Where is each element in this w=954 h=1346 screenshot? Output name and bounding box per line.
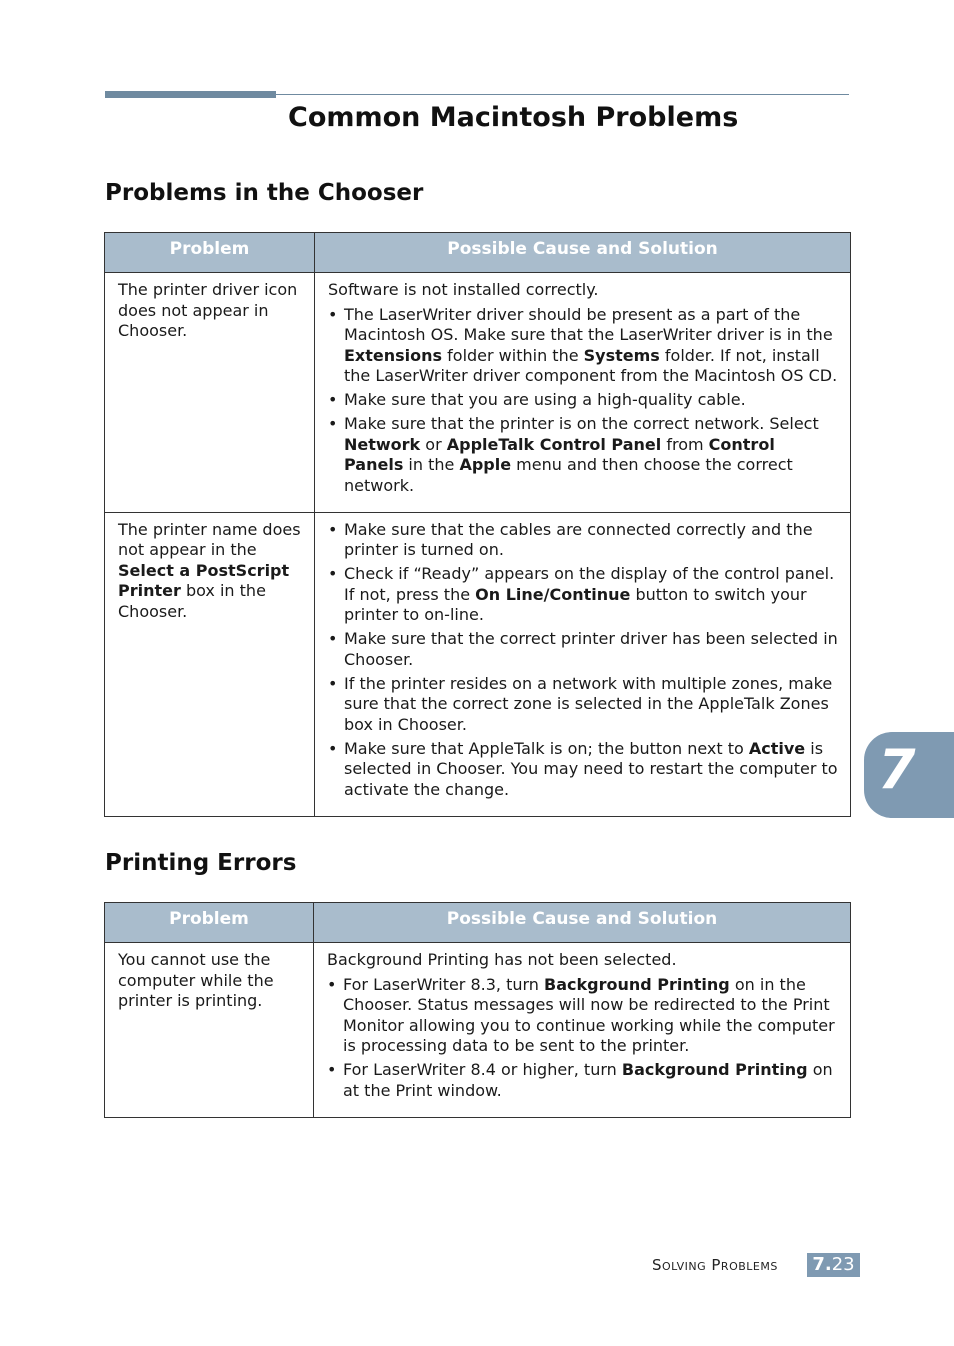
table-row xyxy=(105,943,851,1118)
text-run: The LaserWriter driver should be present as a part of the Macintosh OS. Make sure that the LaserWriter driver is in the xyxy=(344,304,833,344)
solution-cell xyxy=(314,943,851,1118)
text-run: Make sure that you are using a high-quality cable. xyxy=(344,390,746,409)
text-run: You cannot use the computer while the printer is printing. xyxy=(118,950,274,1010)
text-run: Make sure that the cables are connected correctly and the printer is turned on. xyxy=(344,519,813,559)
text-run: is selected in Chooser. You may need to restart the computer to activate the change. xyxy=(344,738,838,799)
page-number-box xyxy=(807,1253,860,1277)
bold-term: Control Panels xyxy=(344,434,775,474)
solution-item xyxy=(328,564,838,626)
bold-term: Select a PostScript Printer xyxy=(118,560,290,600)
text-run: Check if “Ready” appears on the display of the control panel. If not, press the xyxy=(344,564,835,604)
column-header-solution: Possible Cause and Solution xyxy=(314,903,851,943)
bold-term: AppleTalk Control Panel xyxy=(446,434,662,454)
section-heading-printing-errors: Printing Errors xyxy=(105,850,297,876)
cause-text: Background Printing has not been selected. xyxy=(327,950,677,969)
text-run: Make sure that AppleTalk is on; the button next to xyxy=(344,738,749,758)
page-chapter: 7. xyxy=(812,1254,832,1275)
text-run: in the xyxy=(403,455,460,474)
text-run: on at the Print window. xyxy=(343,1060,833,1100)
problem-cell xyxy=(105,943,314,1118)
problem-cell xyxy=(105,273,315,513)
text-run: menu and then choose the correct network. xyxy=(344,455,793,495)
section-heading-chooser: Problems in the Chooser xyxy=(105,180,424,206)
solution-item xyxy=(327,1060,838,1101)
table-header-row xyxy=(105,233,851,273)
bold-term: Extensions xyxy=(344,345,443,365)
solution-item xyxy=(328,520,838,561)
column-header-problem: Problem xyxy=(105,233,315,273)
chapter-number: 7 xyxy=(878,738,916,801)
column-header-problem: Problem xyxy=(105,903,314,943)
text-run: from xyxy=(661,434,709,454)
table-row xyxy=(105,512,851,816)
text-run: For LaserWriter 8.3, turn xyxy=(343,974,545,994)
solution-item xyxy=(328,739,838,801)
solution-item xyxy=(328,674,838,736)
text-run: box in the Chooser. xyxy=(118,581,266,621)
printing-errors-table xyxy=(104,902,851,1118)
text-run: For LaserWriter 8.4 or higher, turn xyxy=(343,1060,622,1079)
text-run: If the printer resides on a network with multiple zones, make sure that the correct zone is selected in the AppleTalk Zones box in Chooser. xyxy=(344,673,833,734)
chooser-problems-table xyxy=(104,232,851,817)
bold-term: On Line/Continue xyxy=(475,584,631,604)
solution-item xyxy=(327,975,838,1057)
text-run: folder. If not, install the LaserWriter driver component from the Macintosh OS CD. xyxy=(344,345,838,385)
solution-item xyxy=(328,414,838,496)
bold-term: Active xyxy=(748,738,806,758)
column-header-solution: Possible Cause and Solution xyxy=(315,233,851,273)
text-run: Make sure that the correct printer driver has been selected in Chooser. xyxy=(344,629,838,669)
header-rule-accent xyxy=(105,91,276,98)
bold-term: Network xyxy=(344,434,421,454)
page-number: 23 xyxy=(831,1254,855,1275)
solution-item xyxy=(328,390,838,411)
text-run: or xyxy=(420,434,447,454)
solution-list xyxy=(327,975,838,1102)
bold-term: Background Printing xyxy=(544,974,730,994)
text-run: on in the Chooser. Status messages will now be redirected to the Print Monitor allowing you to continue working while the computer is processing data to be sent to the printer. xyxy=(343,974,835,1055)
bold-term: Background Printing xyxy=(621,1060,808,1079)
solution-item xyxy=(328,305,838,387)
table-header-row xyxy=(105,903,851,943)
solution-cell xyxy=(315,512,851,816)
bold-term: Apple xyxy=(459,455,512,474)
solution-list xyxy=(328,520,838,801)
solution-list xyxy=(328,305,838,497)
text-run: The printer name does not appear in the xyxy=(118,519,301,559)
problem-cell xyxy=(105,512,315,816)
bold-term: Systems xyxy=(583,345,660,365)
footer-section-title: Solving Problems xyxy=(652,1256,778,1274)
page-title: Common Macintosh Problems xyxy=(288,102,739,133)
text-run: Make sure that the printer is on the correct network. Select xyxy=(344,414,819,433)
solution-cell xyxy=(315,273,851,513)
text-run: The printer driver icon does not appear in Chooser. xyxy=(118,280,298,340)
text-run: button to switch your printer to on-line. xyxy=(344,584,807,624)
table-row xyxy=(105,273,851,513)
cause-text: Software is not installed correctly. xyxy=(328,280,599,299)
text-run: folder within the xyxy=(442,345,584,365)
solution-item xyxy=(328,629,838,670)
